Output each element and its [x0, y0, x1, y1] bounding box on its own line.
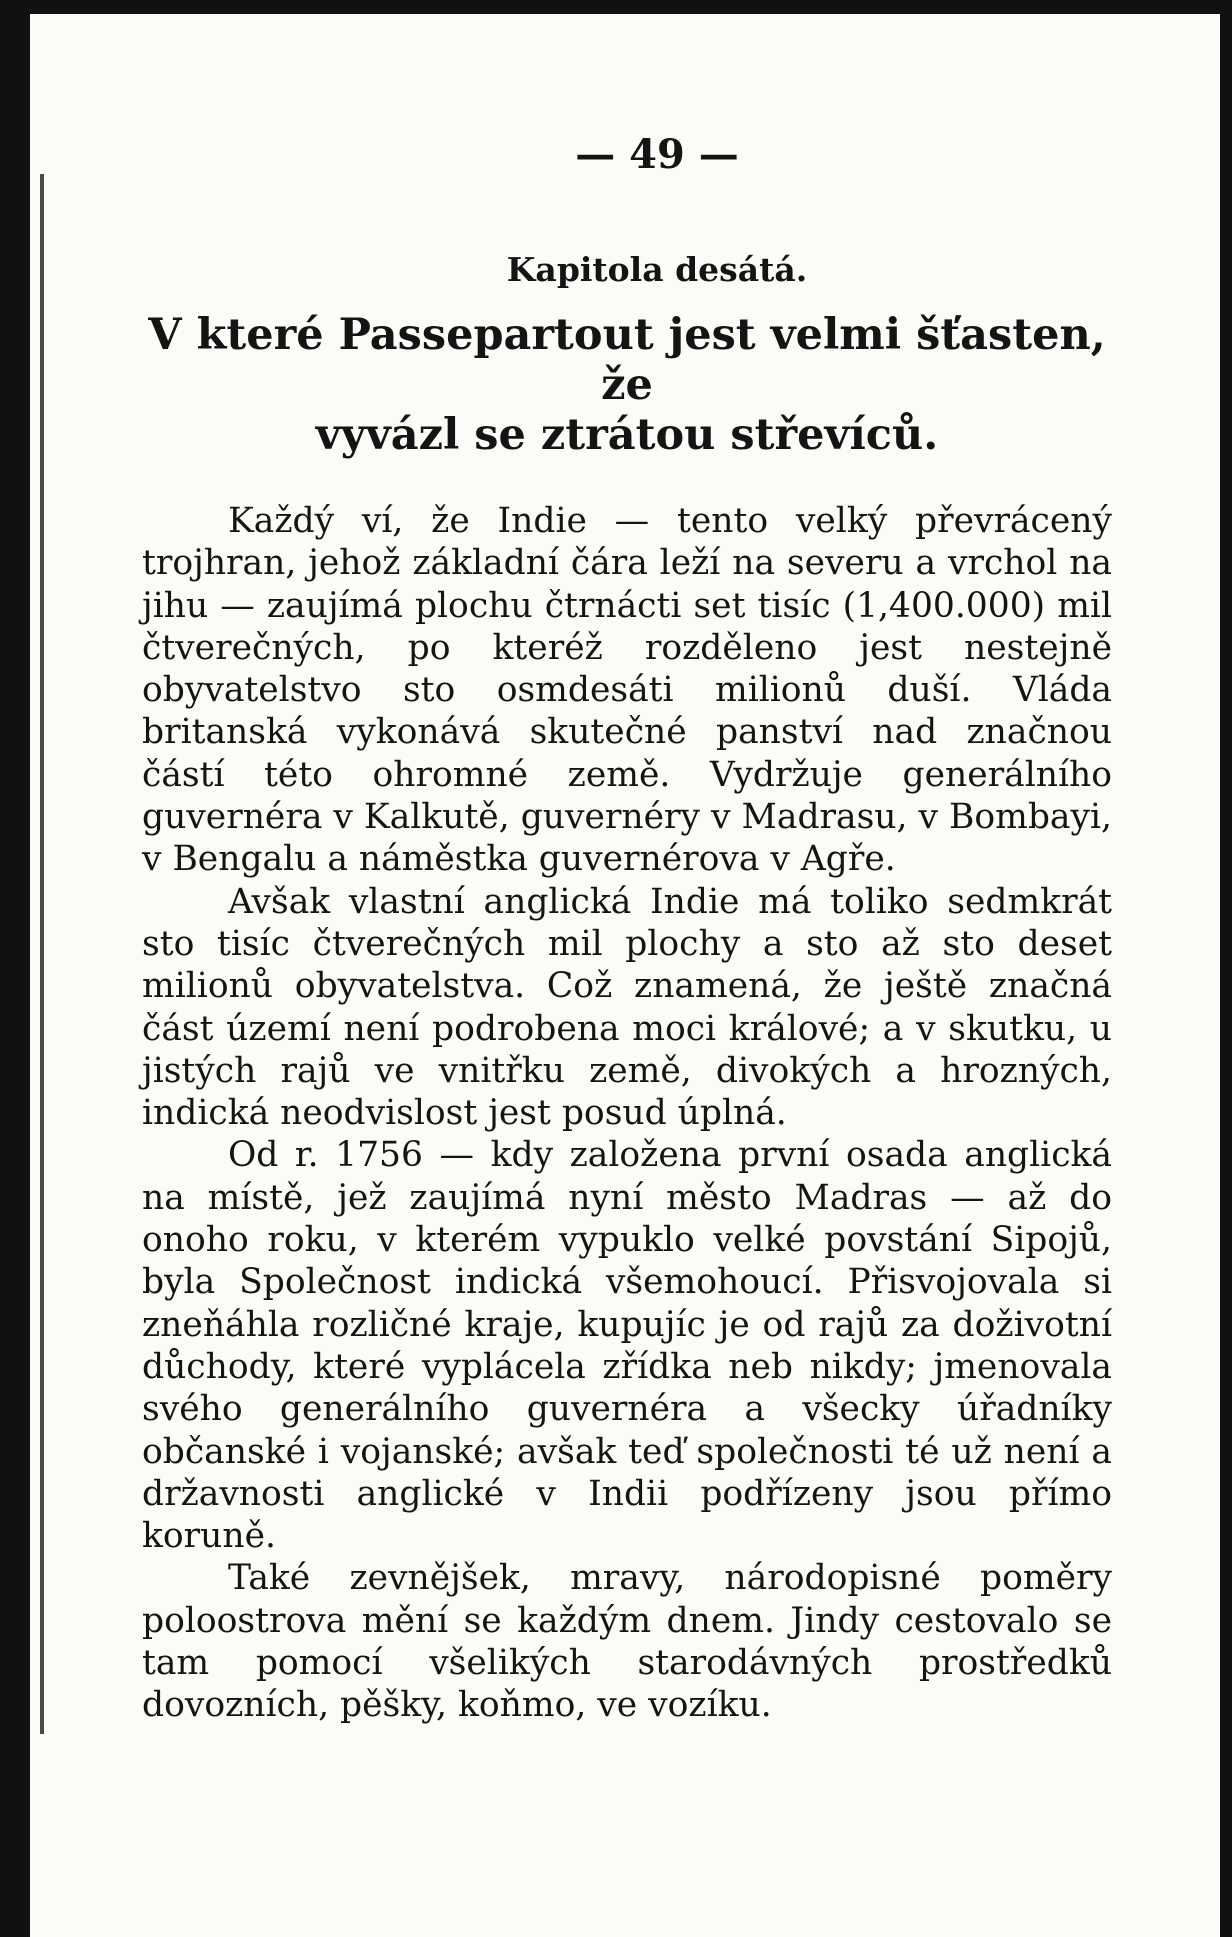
- paragraph: Od r. 1756 — kdy založena první osada anglická na místě, jež zaujímá nyní město Madras — až do onoho roku, v kterém vypuklo velké povstání Sipojů, byla Společnost indická všemohoucí. Přisvojovala si zneňáhla rozličné kraje, kupujíc je od rajů za doživotní důchody, které vyplácela zřídka neb nikdy; jmenovala svého generálního guvernéra a všecky úřadníky občanské i vojanské; avšak teď společnosti té už není a državnosti anglické v Indii podřízeny jsou přímo koruně.: [142, 1135, 1112, 1557]
- book-page: [30, 14, 1220, 1937]
- page-content: [142, 126, 1112, 1727]
- paragraph: Také zevnějšek, mravy, národopisné poměry poloostrova mění se každým dnem. Jindy cestovalo se tam pomocí všelikých starodávných prostředků dovozních, pěšky, koňmo, ve vozíku.: [142, 1558, 1112, 1726]
- paragraph: Každý ví, že Indie — tento velký převrácený trojhran, jehož základní čára leží na severu a vrchol na jihu — zaujímá plochu čtrnácti set tisíc (1,400.000) mil čtverečných, po kteréž rozděleno jest nestejně obyvatelstvo sto osmdesáti milionů duší. Vláda britanská vykonává skutečné panství nad značnou částí této ohromné země. Vydržuje generálního guvernéra v Kalkutě, guvernéry v Madrasu, v Bombayi, v Bengalu a náměstka guvernérova v Agře.: [142, 501, 1112, 880]
- chapter-heading: Kapitola desátá.: [506, 250, 808, 289]
- binding-edge: [40, 174, 44, 1734]
- subtitle-line-2: vyvázl se ztrátou střevíců.: [315, 410, 939, 460]
- body-text: [142, 500, 1112, 1727]
- chapter-subtitle: [142, 310, 1112, 460]
- page-number: — 49 —: [575, 131, 739, 178]
- paragraph: Avšak vlastní anglická Indie má toliko sedmkrát sto tisíc čtverečných mil plochy a sto až sto deset milionů obyvatelstva. Což znamená, že ještě značná část území není podrobena moci králové; a v skutku, u jistých rajů ve vnitřku země, divokých a hrozných, indická neodvislost jest posud úplná.: [142, 881, 1112, 1134]
- subtitle-line-1: V které Passepartout jest velmi šťasten, že: [148, 310, 1106, 410]
